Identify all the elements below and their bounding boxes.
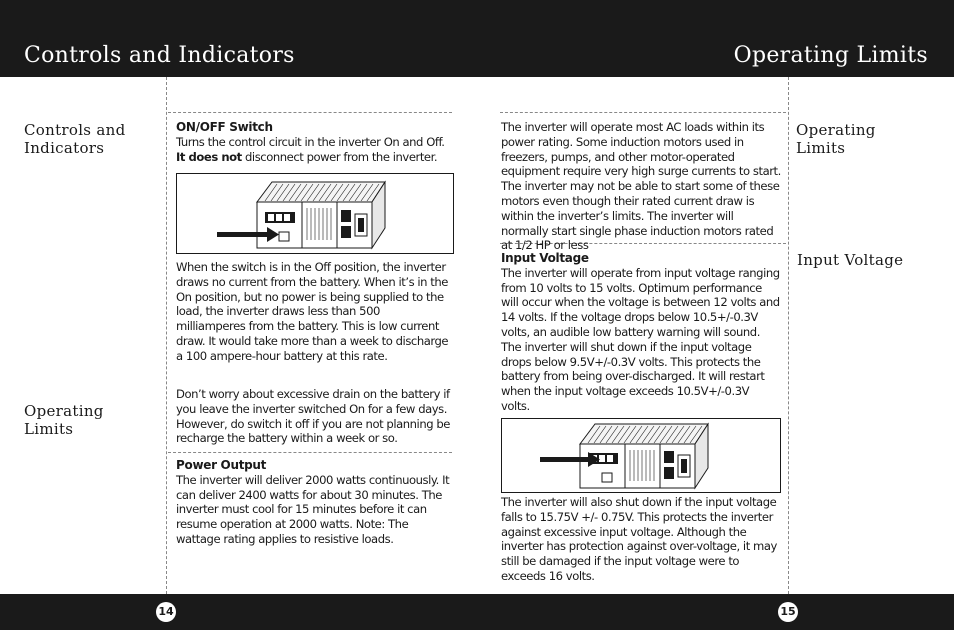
sidebar-heading-limits-left: Operating Limits bbox=[24, 402, 104, 438]
left-mid-rule bbox=[168, 452, 452, 453]
on-off-switch bbox=[279, 232, 289, 241]
outlet-icon bbox=[341, 226, 351, 238]
operating-limits-section bbox=[501, 120, 781, 253]
on-off-switch bbox=[602, 473, 612, 482]
input-voltage-section bbox=[501, 251, 781, 414]
footer-bar bbox=[0, 594, 954, 630]
arrow-icon bbox=[540, 452, 600, 467]
sidebar-heading-controls: Controls and Indicators bbox=[24, 121, 126, 157]
onoff-section-top bbox=[176, 120, 452, 164]
outlet-icon bbox=[664, 451, 674, 463]
inverter-figure-left bbox=[176, 173, 454, 254]
power-output-section bbox=[176, 458, 452, 547]
sidebar-heading-input-voltage: Input Voltage bbox=[797, 251, 904, 269]
operating-limits-paragraph: The inverter will operate most AC loads within its power rating. Some induction motors used in freezers, pumps, and other motor-operated equipment require very high surge currents to start. The inverter may not be able to start some of these motors even though their rated current draw is within the inverter’s limits. The inverter will normally start single phase induction motors rated at 1/2 HP or less bbox=[501, 120, 781, 253]
right-top-rule bbox=[500, 112, 786, 113]
input-voltage-heading: Input Voltage bbox=[501, 251, 589, 265]
power-output-paragraph: The inverter will deliver 2000 watts continuously. It can deliver 2400 watts for about 30 minutes. The inverter must cool for 15 minutes before it can resume operation at 2000 watts. Note: The wattage rating applies to resistive loads. bbox=[176, 472, 450, 546]
right-separator bbox=[788, 77, 789, 594]
onoff-section-bottom bbox=[176, 260, 452, 364]
inverter-figure-right bbox=[501, 418, 781, 493]
input-voltage-paragraph-2: The inverter will also shut down if the input voltage falls to 15.75V +/- 0.75V. This protects the inverter against excessive input voltage. Although the inverter has protection against over-voltage, it may still be damaged if the input voltage were to exceeds 16 volts. bbox=[501, 495, 777, 583]
inverter-illustration bbox=[177, 174, 453, 253]
page-number-right: 15 bbox=[778, 602, 798, 622]
input-voltage-section-2 bbox=[501, 495, 781, 584]
onoff-paragraph-1: Turns the control circuit in the inverter On and Off. It does not disconnect power from the inverter. bbox=[176, 134, 445, 164]
sidebar-heading-limits-right: Operating Limits bbox=[796, 121, 876, 157]
outlet-icon bbox=[341, 210, 351, 222]
power-output-heading: Power Output bbox=[176, 458, 267, 472]
onoff-paragraph-3: Don’t worry about excessive drain on the battery if you leave the inverter switched On for a few days. However, do switch it off if you are not planning be recharge the battery within a week or so. bbox=[176, 387, 450, 446]
header-bar bbox=[0, 0, 954, 77]
onoff-heading: ON/OFF Switch bbox=[176, 120, 273, 134]
left-page-title: Controls and Indicators bbox=[24, 43, 295, 68]
inverter-illustration bbox=[502, 419, 780, 492]
page-number-left: 14 bbox=[156, 602, 176, 622]
left-top-rule bbox=[168, 112, 452, 113]
arrow-icon bbox=[217, 227, 279, 242]
outlet-icon bbox=[664, 467, 674, 479]
input-voltage-paragraph-1: The inverter will operate from input voltage ranging from 10 volts to 15 volts. Optimum performance will occur when the voltage is between 12 volts and 14 volts. If the voltage drops below 10.5+/-0.3V volts, an audible low battery warning will sound. The inverter will shut down if the input voltage drops below 9.5V+/-0.3V volts. This protects the battery from being over-discharged. It will restart when the input voltage exceeds 10.5V+/-0.3V volts. bbox=[501, 265, 780, 413]
right-page-title: Operating Limits bbox=[733, 43, 928, 68]
left-separator bbox=[166, 77, 167, 594]
onoff-paragraph-2: When the switch is in the Off position, the inverter draws no current from the battery. When it’s in the On position, but no power is being supplied to the load, the inverter draws less than 500 milliamperes from the battery. This is low current draw. It would take more than a week to discharge a 100 ampere-hour battery at this rate. bbox=[176, 260, 449, 363]
onoff-section-note bbox=[176, 387, 452, 446]
